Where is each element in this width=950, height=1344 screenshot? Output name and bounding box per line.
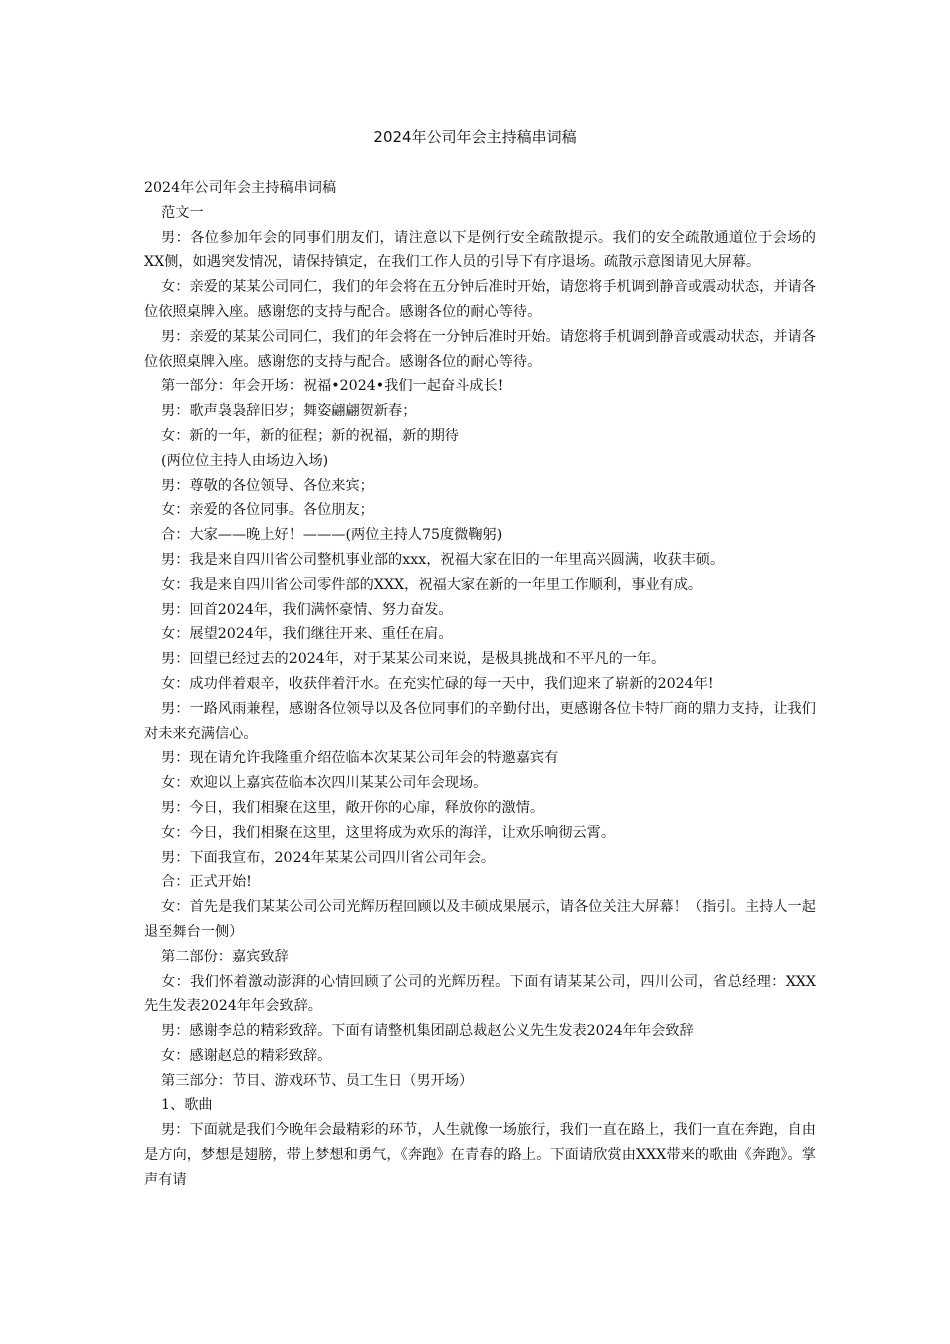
paragraph: 男：尊敬的各位领导、各位来宾； xyxy=(161,477,374,494)
paragraph: 男：一路风雨兼程，感谢各位领导以及各位同事们的辛勤付出，更感谢各位卡特厂商的鼎力支持，让我们对未来充满信心。 xyxy=(144,700,816,742)
paragraph: 女：欢迎以上嘉宾莅临本次四川某某公司年会现场。 xyxy=(161,775,488,792)
paragraph: 男：亲爱的某某公司同仁，我们的年会将在一分钟后准时开始。请您将手机调到静音或震动状态，并请各位依照桌牌入座。感谢您的支持与配合。感谢各位的耐心等待。 xyxy=(144,328,816,370)
paragraph: 合：大家——晚上好！———(两位主持人75度微鞠躬) xyxy=(161,527,503,544)
paragraph: 女：我是来自四川省公司零件部的XXX，祝福大家在新的一年里工作顺利，事业有成。 xyxy=(161,576,703,593)
paragraph: 第二部份：嘉宾致辞 xyxy=(161,948,289,965)
paragraph: 1、歌曲 xyxy=(161,1097,213,1114)
paragraph: 女：感谢赵总的精彩致辞。 xyxy=(161,1047,332,1064)
paragraph: 男：回望已经过去的2024年，对于某某公司来说，是极具挑战和不平凡的一年。 xyxy=(161,651,666,668)
document-body xyxy=(144,176,816,1193)
paragraph: 合：正式开始! xyxy=(161,874,252,891)
paragraph: 女：亲爱的各位同事。各位朋友； xyxy=(161,502,374,519)
paragraph: 男：各位参加年会的同事们朋友们，请注意以下是例行安全疏散提示。我们的安全疏散通道位于会场的XX侧，如遇突发情况，请保持镇定，在我们工作人员的引导下有序退场。疏散示意图请见大屏幕。 xyxy=(144,229,816,271)
paragraph: 女：我们怀着激动澎湃的心情回顾了公司的光辉历程。下面有请某某公司，四川公司，省总经理：XXX 先生发表2024年年会致辞。 xyxy=(144,973,816,1015)
paragraph: 女：亲爱的某某公司同仁，我们的年会将在五分钟后准时开始，请您将手机调到静音或震动状态，并请各位依照桌牌入座。感谢您的支持与配合。感谢各位的耐心等待。 xyxy=(144,279,816,320)
paragraph: 2024年公司年会主持稿串词稿 xyxy=(144,180,337,196)
paragraph: 男：今日，我们相聚在这里，敞开你的心扉，释放你的激情。 xyxy=(161,799,545,816)
paragraph: 第一部分：年会开场：祝福•2024•我们一起奋斗成长! xyxy=(161,378,504,395)
paragraph: 范文一 xyxy=(161,204,204,221)
paragraph: 男：我是来自四川省公司整机事业部的xxx，祝福大家在旧的一年里高兴圆满，收获丰硕。 xyxy=(161,551,725,568)
document-title: 2024年公司年会主持稿串词稿 xyxy=(373,128,577,146)
paragraph: 男：现在请允许我隆重介绍莅临本次某某公司年会的特邀嘉宾有 xyxy=(161,750,559,767)
paragraph: 女：展望2024年，我们继往开来、重任在肩。 xyxy=(161,626,453,643)
paragraph: 男：歌声袅袅辞旧岁；舞姿翩翩贺新春； xyxy=(161,403,417,420)
paragraph: 女：新的一年，新的征程；新的祝福，新的期待 xyxy=(161,427,459,444)
paragraph: 男：回首2024年，我们满怀豪情、努力奋发。 xyxy=(161,601,453,618)
paragraph: 男：感谢李总的精彩致辞。下面有请整机集团副总裁赵公义先生发表2024年年会致辞 xyxy=(161,1023,694,1040)
paragraph: 男：下面就是我们今晚年会最精彩的环节，人生就像一场旅行，我们一直在路上，我们一直在奔跑，自由是方向，梦想是翅膀，带上梦想和勇气，《奔跑》在青春的路上。下面请欣赏由XXX带来的歌曲《奔跑》。掌声有请 xyxy=(144,1122,816,1188)
paragraph: 女：成功伴着艰辛，收获伴着汗水。在充实忙碌的每一天中，我们迎来了崭新的2024年! xyxy=(161,675,714,692)
paragraph: (两位位主持人由场边入场) xyxy=(161,452,329,469)
paragraph: 男：下面我宣布，2024年某某公司四川省公司年会。 xyxy=(161,849,496,866)
paragraph: 第三部分：节目、游戏环节、员工生日（男开场） xyxy=(161,1072,474,1089)
paragraph: 女：首先是我们某某公司公司光辉历程回顾以及丰硕成果展示，请各位关注大屏幕！（指引。主持人一起退至舞台一侧） xyxy=(144,899,816,940)
paragraph: 女：今日，我们相聚在这里，这里将成为欢乐的海洋，让欢乐响彻云霄。 xyxy=(161,824,616,841)
